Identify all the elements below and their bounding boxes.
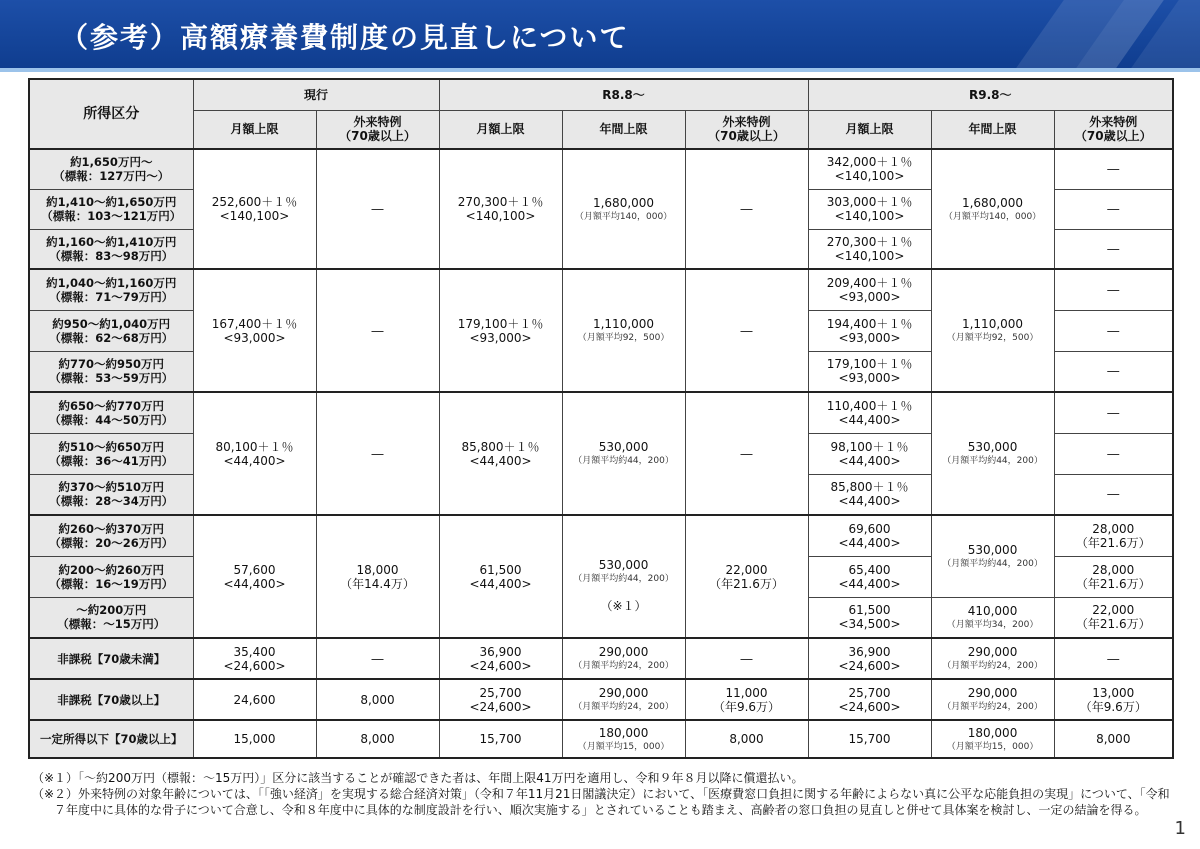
r88-outpatient-cell: 22,000 （年21.6万） <box>685 515 808 638</box>
title-underline <box>0 68 1200 72</box>
income-label: 約510～約650万円 （標報：36～41万円） <box>29 433 193 474</box>
period-current-header: 現行 <box>193 79 439 110</box>
income-label: 約1,040～約1,160万円 （標報：71～79万円） <box>29 269 193 310</box>
r98-monthly-cell: 25,700 <24,600> <box>808 679 931 720</box>
income-label: 約770～約950万円 （標報：53～59万円） <box>29 351 193 392</box>
col-annual: 年間上限 <box>931 110 1054 149</box>
r98-outpatient-cell: 13,000 （年9.6万） <box>1054 679 1173 720</box>
r98-annual-cell: 290,000 （月額平均約24，200） <box>931 679 1054 720</box>
r88-outpatient-cell: ― <box>685 149 808 269</box>
current-monthly-cell: 35,400 <24,600> <box>193 638 316 679</box>
current-outpatient-cell: ― <box>316 269 439 392</box>
r88-monthly-cell: 270,300＋１％ <140,100> <box>439 149 562 269</box>
r88-outpatient-cell: 8,000 <box>685 720 808 758</box>
table-row <box>29 638 1173 679</box>
r98-annual-cell: 530,000 （月額平均約44，200） <box>931 392 1054 515</box>
footnote-1: （※１）「～約200万円（標報：～15万円）」区分に該当することが確認できた者は、年間上限41万円を適用し、令和９年８月以降に償還払い。 <box>32 771 804 785</box>
page-title: （参考）高額療養費制度の見直しについて <box>60 21 630 54</box>
r98-monthly-cell: 179,100＋１％ <93,000> <box>808 351 931 392</box>
r98-outpatient-cell: ― <box>1054 310 1173 351</box>
current-monthly-cell: 252,600＋１％ <140,100> <box>193 149 316 269</box>
r98-monthly-cell: 98,100＋１％ <44,400> <box>808 433 931 474</box>
income-label: 約1,160～約1,410万円 （標報：83～98万円） <box>29 229 193 269</box>
r88-annual-cell: 1,680,000 （月額平均140，000） <box>562 149 685 269</box>
r98-monthly-cell: 36,900 <24,600> <box>808 638 931 679</box>
r98-monthly-cell: 342,000＋１％ <140,100> <box>808 149 931 189</box>
col-monthly: 月額上限 <box>808 110 931 149</box>
r98-outpatient-cell: ― <box>1054 189 1173 229</box>
current-outpatient-cell: 8,000 <box>316 679 439 720</box>
r88-annual-cell: 530,000 （月額平均約44，200） <box>562 392 685 515</box>
r98-outpatient-cell: ― <box>1054 474 1173 515</box>
table-row <box>29 392 1173 433</box>
table-row <box>29 149 1173 189</box>
r98-monthly-cell: 194,400＋１％ <93,000> <box>808 310 931 351</box>
r98-outpatient-cell: ― <box>1054 229 1173 269</box>
col-outpatient: 外来特例 （70歳以上） <box>1054 110 1173 149</box>
current-monthly-cell: 15,000 <box>193 720 316 758</box>
r98-outpatient-cell: ― <box>1054 149 1173 189</box>
current-monthly-cell: 167,400＋１％ <93,000> <box>193 269 316 392</box>
footnote-2: （※２）外来特例の対象年齢については、「「強い経済」を実現する総合経済対策」（令和７年11月21日閣議決定）において、「医療費窓口負担に関する年齢によらない真に公平な応能負担の実現」について、「令和７年度中に具体的な骨子について合意し、令和８年度中に具体的な制度設計を行い、順次実施する」とされていることも踏まえ、高齢者の窓口負担の見直しと併せて具体案を検討し、一定の結論を得る。 <box>32 787 1170 817</box>
current-monthly-cell: 57,600 <44,400> <box>193 515 316 638</box>
current-monthly-cell: 80,100＋１％ <44,400> <box>193 392 316 515</box>
r98-annual-cell: 290,000 （月額平均約24，200） <box>931 638 1054 679</box>
period-r88-header: R8.8～ <box>439 79 808 110</box>
r98-monthly-cell: 270,300＋１％ <140,100> <box>808 229 931 269</box>
col-monthly: 月額上限 <box>439 110 562 149</box>
r98-outpatient-cell: ― <box>1054 269 1173 310</box>
income-label: 約200～約260万円 （標報：16～19万円） <box>29 556 193 597</box>
table-row <box>29 720 1173 758</box>
r88-annual-cell: 290,000 （月額平均約24，200） <box>562 679 685 720</box>
r98-outpatient-cell: 28,000 （年21.6万） <box>1054 556 1173 597</box>
current-outpatient-cell: 18,000 （年14.4万） <box>316 515 439 638</box>
r98-monthly-cell: 65,400 <44,400> <box>808 556 931 597</box>
income-label: 一定所得以下【70歳以上】 <box>29 720 193 758</box>
current-outpatient-cell: ― <box>316 392 439 515</box>
col-monthly: 月額上限 <box>193 110 316 149</box>
r98-annual-cell: 180,000 （月額平均15，000） <box>931 720 1054 758</box>
cost-limit-table <box>28 78 1174 759</box>
income-label: 約1,410～約1,650万円 （標報：103～121万円） <box>29 189 193 229</box>
r88-monthly-cell: 61,500 <44,400> <box>439 515 562 638</box>
income-label: 約650～約770万円 （標報：44～50万円） <box>29 392 193 433</box>
r88-annual-cell: 290,000 （月額平均約24，200） <box>562 638 685 679</box>
r98-annual-cell: 530,000 （月額平均約44，200） <box>931 515 1054 597</box>
income-label: 約260～約370万円 （標報：20～26万円） <box>29 515 193 556</box>
r98-monthly-cell: 61,500 <34,500> <box>808 597 931 638</box>
col-annual: 年間上限 <box>562 110 685 149</box>
period-r98-header: R9.8～ <box>808 79 1173 110</box>
r98-monthly-cell: 85,800＋１％ <44,400> <box>808 474 931 515</box>
r98-outpatient-cell: 28,000 （年21.6万） <box>1054 515 1173 556</box>
col-outpatient: 外来特例 （70歳以上） <box>685 110 808 149</box>
r98-outpatient-cell: ― <box>1054 433 1173 474</box>
r98-monthly-cell: 69,600 <44,400> <box>808 515 931 556</box>
r88-monthly-cell: 179,100＋１％ <93,000> <box>439 269 562 392</box>
r98-monthly-cell: 209,400＋１％ <93,000> <box>808 269 931 310</box>
income-label: 非課税【70歳未満】 <box>29 638 193 679</box>
footnotes <box>32 770 1172 818</box>
r98-outpatient-cell: 22,000 （年21.6万） <box>1054 597 1173 638</box>
r98-outpatient-cell: 8,000 <box>1054 720 1173 758</box>
r88-monthly-cell: 25,700 <24,600> <box>439 679 562 720</box>
income-header: 所得区分 <box>29 79 193 149</box>
title-banner <box>0 0 1200 68</box>
table-row <box>29 679 1173 720</box>
r98-annual-cell: 1,110,000 （月額平均92，500） <box>931 269 1054 392</box>
r98-monthly-cell: 15,700 <box>808 720 931 758</box>
table-row <box>29 515 1173 556</box>
income-label: 約370～約510万円 （標報：28～34万円） <box>29 474 193 515</box>
income-label: 非課税【70歳以上】 <box>29 679 193 720</box>
r88-outpatient-cell: ― <box>685 269 808 392</box>
r98-outpatient-cell: ― <box>1054 351 1173 392</box>
current-monthly-cell: 24,600 <box>193 679 316 720</box>
r98-annual-cell: 410,000 （月額平均34，200） <box>931 597 1054 638</box>
income-label: ～約200万円 （標報：～15万円） <box>29 597 193 638</box>
footnote-ref: （※１） <box>600 599 647 613</box>
table-row <box>29 269 1173 310</box>
r88-annual-cell: 180,000 （月額平均15，000） <box>562 720 685 758</box>
r88-outpatient-cell: 11,000 （年9.6万） <box>685 679 808 720</box>
current-outpatient-cell: ― <box>316 638 439 679</box>
r88-monthly-cell: 15,700 <box>439 720 562 758</box>
r88-monthly-cell: 36,900 <24,600> <box>439 638 562 679</box>
r98-monthly-cell: 303,000＋１％ <140,100> <box>808 189 931 229</box>
page-number: 1 <box>1174 818 1186 839</box>
r98-outpatient-cell: ― <box>1054 392 1173 433</box>
r88-annual-cell: 1,110,000 （月額平均92，500） <box>562 269 685 392</box>
r88-annual-cell: 530,000 （月額平均約44，200） （※１） <box>562 515 685 638</box>
current-outpatient-cell: 8,000 <box>316 720 439 758</box>
income-label: 約950～約1,040万円 （標報：62～68万円） <box>29 310 193 351</box>
r88-outpatient-cell: ― <box>685 638 808 679</box>
income-label: 約1,650万円～ （標報：127万円～） <box>29 149 193 189</box>
current-outpatient-cell: ― <box>316 149 439 269</box>
r88-outpatient-cell: ― <box>685 392 808 515</box>
r98-annual-cell: 1,680,000 （月額平均140，000） <box>931 149 1054 269</box>
r98-monthly-cell: 110,400＋１％ <44,400> <box>808 392 931 433</box>
r98-outpatient-cell: ― <box>1054 638 1173 679</box>
col-outpatient: 外来特例 （70歳以上） <box>316 110 439 149</box>
r88-monthly-cell: 85,800＋１％ <44,400> <box>439 392 562 515</box>
